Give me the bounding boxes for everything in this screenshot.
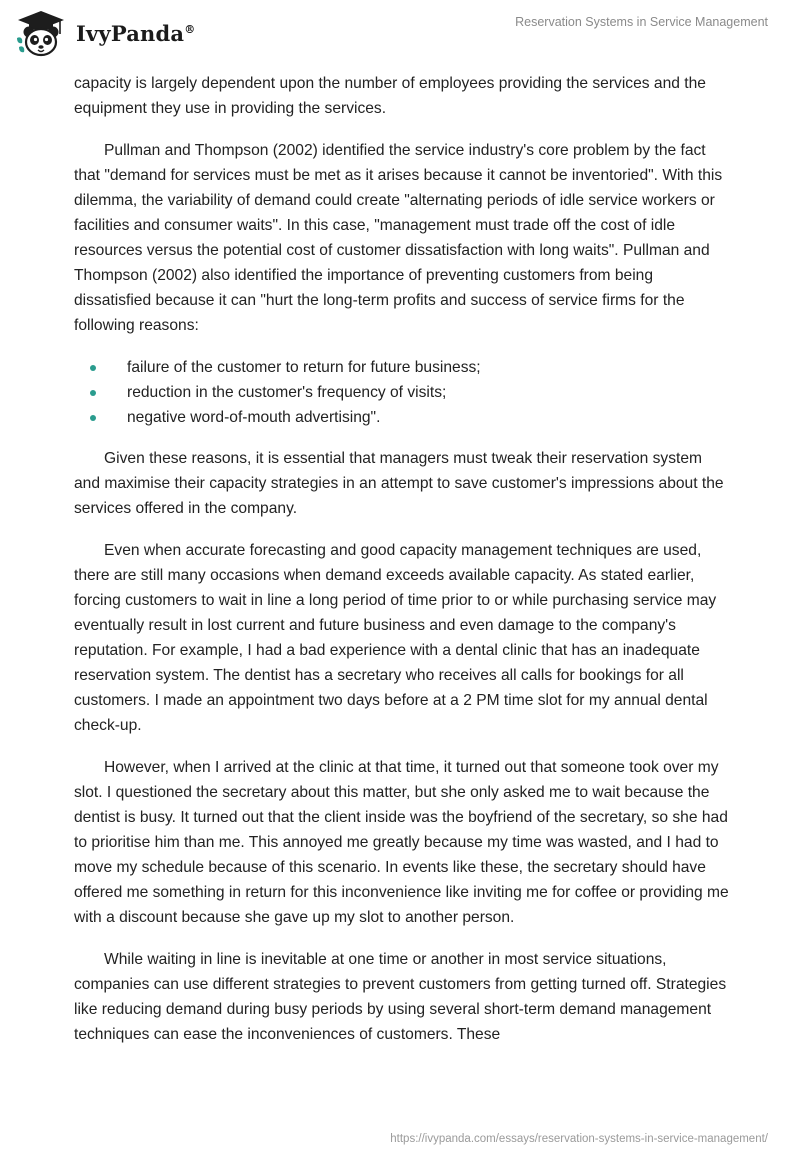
list-item xyxy=(74,405,730,430)
brand-logo[interactable] xyxy=(14,8,195,58)
source-url-link[interactable]: https://ivypanda.com/essays/reservation-systems-in-service-management/ xyxy=(390,1133,768,1145)
paragraph: capacity is largely dependent upon the number of employees providing the services and the equipment they use in providing the services. xyxy=(74,75,706,117)
paragraph: Given these reasons, it is essential that managers must tweak their reservation system and maximise their capacity strategies in an attempt to save customer's impressions about the services offered in the company. xyxy=(74,450,724,517)
document-title: Reservation Systems in Service Management xyxy=(515,15,768,29)
list-item-text: negative word-of-mouth advertising". xyxy=(127,409,381,426)
paragraph: However, when I arrived at the clinic at that time, it turned out that someone took over my slot. I questioned the secretary about this matter, but she only asked me to wait because the dentist is busy. It turned out that the client inside was the boyfriend of the secretary, so she had to prioritise him than me. This annoyed me greatly because my time was wasted, and I had to move my schedule because of this scenario. In events like these, the secretary should have offered me something in return for this inconvenience like inviting me for coffee or providing me with a discount because she gave up my slot to another person. xyxy=(74,759,729,926)
reasons-list xyxy=(74,355,730,430)
registered-mark: ® xyxy=(184,22,196,36)
bullet-icon xyxy=(90,365,96,371)
brand-name: IvyPanda® xyxy=(76,20,196,46)
paragraph: While waiting in line is inevitable at one time or another in most service situations, companies can use different strategies to prevent customers from getting turned off. Strategies like reducing demand during busy periods by using several short-term demand management techniques can ease the inconveniences of customers. These xyxy=(74,951,727,1043)
bullet-icon xyxy=(90,415,96,421)
list-item-text: reduction in the customer's frequency of visits; xyxy=(127,384,447,401)
list-item xyxy=(74,380,730,405)
paragraph: Pullman and Thompson (2002) identified the service industry's core problem by the fact that "demand for services must be met as it arises because it cannot be inventoried". With this dilemma, the variability of demand could create "alternating periods of idle service workers or facilities and consumer waits". In this case, "management must trade off the cost of idle resources versus the potential cost of customer dissatisfaction with long waits". Pullman and Thompson (2002) also identified the importance of preventing customers from being dissatisfied because it can "hurt the long-term profits and success of service firms for the following reasons: xyxy=(74,142,723,334)
bullet-icon xyxy=(90,390,96,396)
list-item xyxy=(74,355,730,380)
page-header xyxy=(0,0,800,70)
panda-graduate-logo-icon xyxy=(14,8,68,58)
paragraph: Even when accurate forecasting and good capacity management techniques are used, there are still many occasions when demand exceeds available capacity. As stated earlier, forcing customers to wait in line a long period of time prior to or while purchasing service may eventually result in lost current and future business and even damage to the company's reputation. For example, I had a bad experience with a dental clinic that has an inadequate reservation system. The dentist has a secretary who receives all calls for bookings for all customers. I made an appointment two days before at a 2 PM time slot for my annual dental check-up. xyxy=(74,542,717,734)
list-item-text: failure of the customer to return for future business; xyxy=(127,359,481,376)
essay-body xyxy=(74,71,730,1064)
